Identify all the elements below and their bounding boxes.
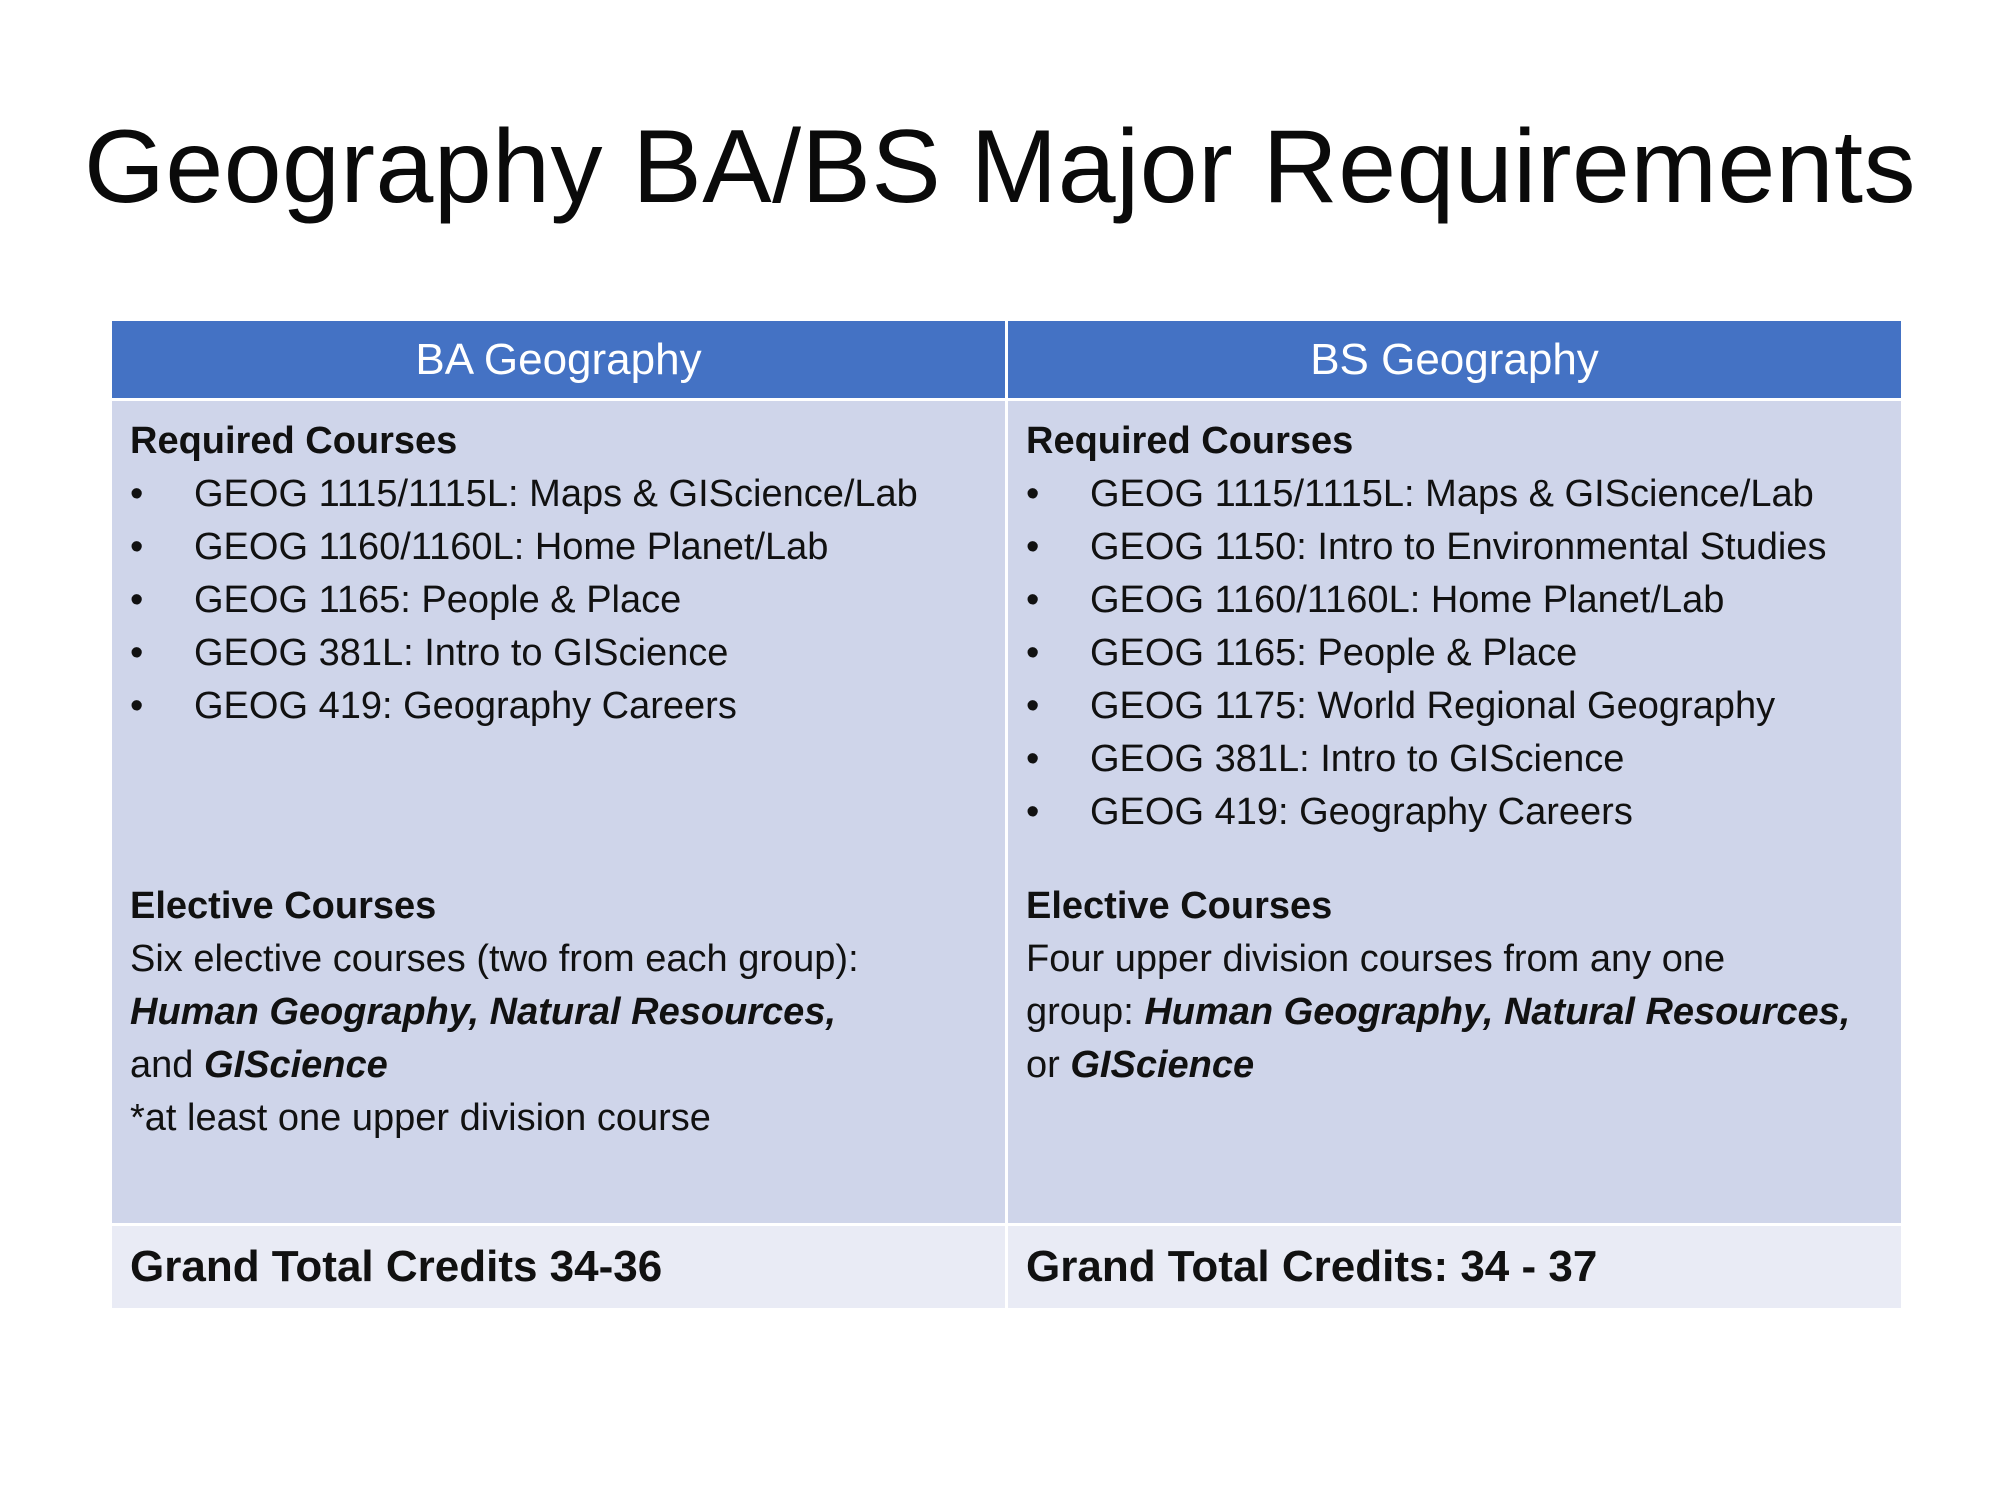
ba-required-heading: Required Courses [130, 420, 458, 462]
bs-elective-group-prefix: group: [1026, 991, 1145, 1033]
list-item [1026, 521, 1883, 574]
list-item [130, 574, 987, 627]
list-item [130, 521, 987, 574]
bs-elective-last-group: GIScience [1070, 1044, 1255, 1086]
ba-elective-and: and [130, 1044, 204, 1086]
bs-elective-description: Four upper division courses from any one [1026, 938, 1726, 980]
bs-elective-block [1026, 880, 1883, 1092]
table-total-row [111, 1225, 1903, 1310]
course-label: GEOG 1115/1115L: Maps & GIScience/Lab [1090, 473, 1814, 515]
bs-required-list [1026, 468, 1883, 839]
course-label: GEOG 419: Geography Careers [194, 685, 737, 727]
ba-elective-heading: Elective Courses [130, 885, 437, 927]
bs-elective-groups: Human Geography, Natural Resources, [1144, 991, 1851, 1033]
course-label: GEOG 419: Geography Careers [1090, 791, 1633, 833]
ba-elective-note: *at least one upper division course [130, 1097, 711, 1139]
bullet-icon: • [130, 473, 144, 515]
bullet-icon: • [1026, 685, 1040, 727]
requirements-table [109, 318, 1904, 1311]
list-item [130, 468, 987, 521]
bullet-icon: • [1026, 526, 1040, 568]
course-label: GEOG 381L: Intro to GIScience [194, 632, 729, 674]
list-item [130, 680, 987, 733]
list-item [130, 627, 987, 680]
bullet-icon: • [130, 632, 144, 674]
course-label: GEOG 1160/1160L: Home Planet/Lab [194, 526, 829, 568]
course-label: GEOG 1150: Intro to Environmental Studies [1090, 526, 1827, 568]
bullet-icon: • [1026, 473, 1040, 515]
bullet-icon: • [130, 526, 144, 568]
bs-elective-or: or [1026, 1044, 1071, 1086]
list-item [1026, 680, 1883, 733]
bullet-icon: • [1026, 579, 1040, 621]
bs-elective-groups-line [1026, 986, 1883, 1039]
course-label: GEOG 1175: World Regional Geography [1090, 685, 1776, 727]
ba-elective-description: Six elective courses (two from each group): [130, 938, 859, 980]
list-item [1026, 468, 1883, 521]
course-label: GEOG 1115/1115L: Maps & GIScience/Lab [194, 473, 918, 515]
bs-elective-last-line [1026, 1039, 1883, 1092]
list-item [1026, 627, 1883, 680]
course-label: GEOG 381L: Intro to GIScience [1090, 738, 1625, 780]
ba-elective-groups: Human Geography, Natural Resources, [130, 991, 837, 1033]
ba-requirements-cell [111, 400, 1007, 1225]
list-item [1026, 786, 1883, 839]
course-label: GEOG 1165: People & Place [194, 579, 682, 621]
ba-elective-last-group: GIScience [203, 1044, 388, 1086]
table-body-row [111, 400, 1903, 1225]
table-header-row [111, 320, 1903, 400]
list-item [1026, 574, 1883, 627]
course-label: GEOG 1165: People & Place [1090, 632, 1578, 674]
bs-column-header: BS Geography [1007, 320, 1903, 400]
ba-total-credits: Grand Total Credits 34-36 [111, 1225, 1007, 1310]
bullet-icon: • [130, 685, 144, 727]
ba-required-list [130, 468, 987, 733]
bs-required-heading: Required Courses [1026, 420, 1354, 462]
bs-requirements-cell [1007, 400, 1903, 1225]
page-title: Geography BA/BS Major Requirements [83, 109, 1917, 225]
ba-column-header: BA Geography [111, 320, 1007, 400]
ba-elective-block [130, 880, 987, 1145]
bullet-icon: • [1026, 632, 1040, 674]
bs-elective-heading: Elective Courses [1026, 885, 1333, 927]
ba-elective-last-line [130, 1039, 987, 1092]
bullet-icon: • [130, 579, 144, 621]
list-item [1026, 733, 1883, 786]
course-label: GEOG 1160/1160L: Home Planet/Lab [1090, 579, 1725, 621]
bullet-icon: • [1026, 791, 1040, 833]
bullet-icon: • [1026, 738, 1040, 780]
bs-total-credits: Grand Total Credits: 34 - 37 [1007, 1225, 1903, 1310]
